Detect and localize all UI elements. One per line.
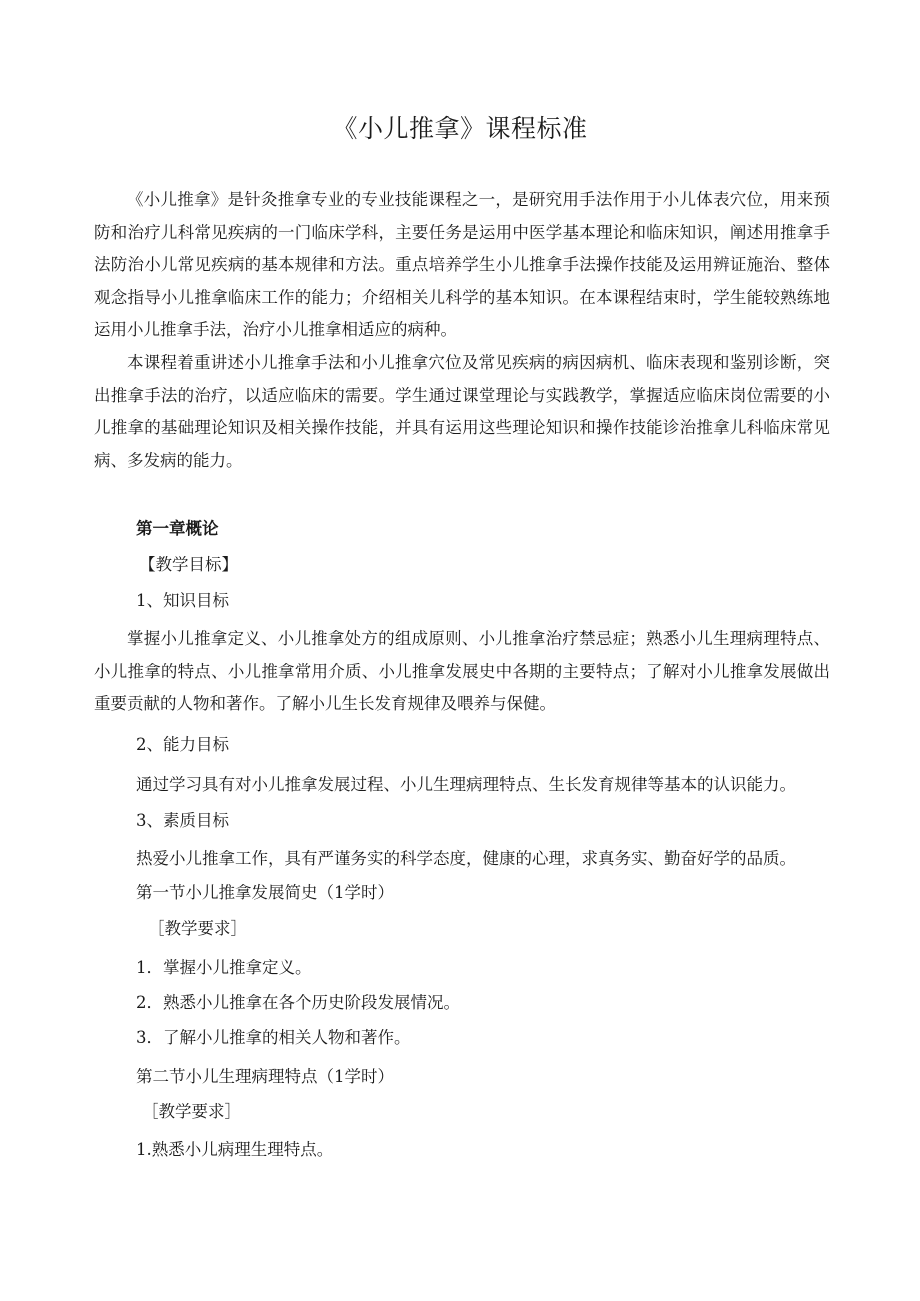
requirement-item: 1.熟悉小儿病理生理特点。 [136,1140,334,1159]
requirement-item: 2．熟悉小儿推拿在各个历史阶段发展情况。 [136,993,460,1012]
chapter-heading: 第一章概论 [136,519,219,538]
requirement-item: 3．了解小儿推拿的相关人物和著作。 [136,1028,411,1047]
requirements-heading: ［教学要求］ [148,919,247,938]
ability-objective-text: 通过学习具有对小儿推拿发展过程、小儿生理病理特点、生长发育规律等基本的认识能力。 [136,775,796,794]
quality-objective-text: 热爱小儿推拿工作，具有严谨务实的科学态度，健康的心理，求真务实、勤奋好学的品质。 [136,849,796,868]
section-heading: 第二节小儿生理病理特点（1学时） [136,1067,394,1086]
knowledge-objective-heading: 1、知识目标 [136,591,229,610]
knowledge-objective-text: 掌握小儿推拿定义、小儿推拿处方的组成原则、小儿推拿治疗禁忌症；熟悉小儿生理病理特点、小儿推拿的特点、小儿推拿常用介质、小儿推拿发展史中各期的主要特点；了解对小儿推拿发展做出重要贡献的人物和著作。了解小儿生长发育规律及喂养与保健。 [94,629,830,713]
requirement-item: 1．掌握小儿推拿定义。 [136,958,312,977]
quality-objective-heading: 3、素质目标 [136,811,229,830]
requirements-heading: ［教学要求］ [142,1102,241,1121]
objectives-heading: 【教学目标】 [139,555,238,574]
section-heading: 第一节小儿推拿发展简史（1学时） [136,883,394,902]
ability-objective-heading: 2、能力目标 [136,735,229,754]
intro-paragraph: 本课程着重讲述小儿推拿手法和小儿推拿穴位及常见疾病的病因病机、临床表现和鉴别诊断，突出推拿手法的治疗，以适应临床的需要。学生通过课堂理论与实践教学，掌握适应临床岗位需要的小儿推拿的基础理论知识及相关操作技能，并具有运用这些理论知识和操作技能诊治推拿儿科临床常见病、多发病的能力。 [94,353,830,470]
intro-paragraph: 《小儿推拿》是针灸推拿专业的专业技能课程之一，是研究用手法作用于小儿体表穴位，用来预防和治疗儿科常见疾病的一门临床学科，主要任务是运用中医学基本理论和临床知识，阐述用推拿手法防治小儿常见疾病的基本规律和方法。重点培养学生小儿推拿手法操作技能及运用辨证施治、整体观念指导小儿推拿临床工作的能力；介绍相关儿科学的基本知识。在本课程结束时，学生能较熟练地运用小儿推拿手法，治疗小儿推拿相适应的病种。 [94,190,830,339]
document-title: 《小儿推拿》课程标准 [332,114,588,143]
